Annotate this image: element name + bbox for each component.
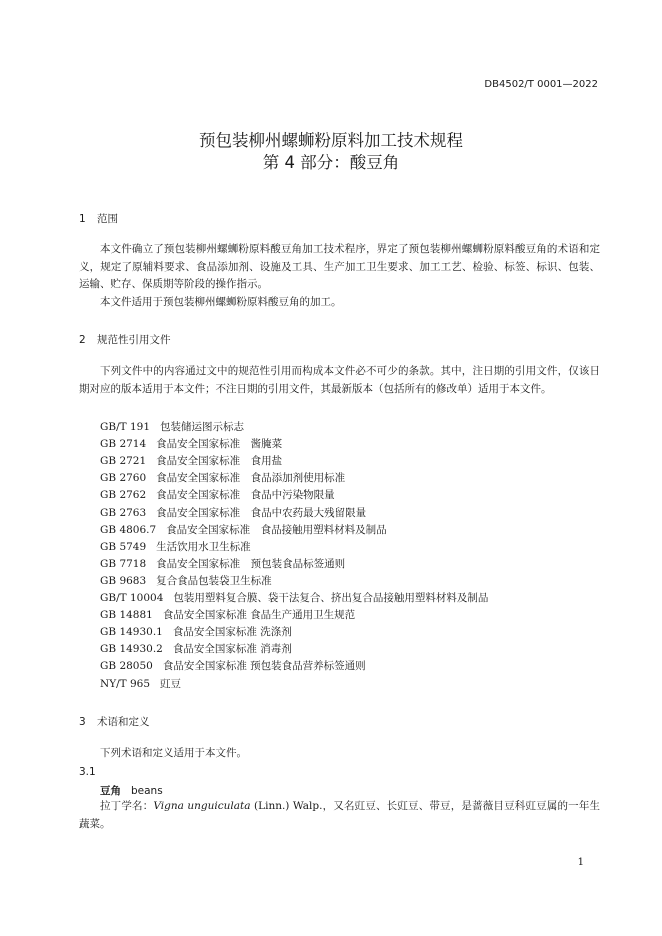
- reference-code: GB 7718: [100, 557, 147, 570]
- reference-item: [100, 590, 488, 605]
- section-1-paragraph-2: 本文件适用于预包装柳州螺蛳粉原料酸豆角的加工。: [100, 296, 342, 308]
- reference-title: 食品安全国家标准 食品中农药最大残留限量: [156, 506, 367, 519]
- reference-item: [100, 658, 366, 673]
- reference-item: [100, 676, 181, 691]
- reference-code: GB 4806.7: [100, 523, 157, 536]
- reference-code: GB 9683: [100, 574, 147, 587]
- reference-title: 生活饮用水卫生标准: [156, 540, 251, 553]
- reference-code: GB 14930.1: [100, 626, 163, 639]
- reference-item: [100, 641, 292, 656]
- reference-item: [100, 453, 282, 468]
- term-english: beans: [131, 785, 163, 797]
- reference-item: [100, 539, 251, 554]
- reference-title: 食品安全国家标准 酱腌菜: [156, 438, 283, 451]
- document-code: DB4502/T 0001—2022: [484, 79, 598, 90]
- document-subtitle: 第 4 部分：酸豆角: [262, 153, 400, 172]
- reference-code: GB/T 10004: [100, 592, 164, 604]
- reference-title: 食品安全国家标准 预包装食品营养标签通则: [162, 660, 366, 673]
- reference-code: GB 2762: [100, 489, 147, 502]
- reference-code: GB 2760: [100, 472, 147, 485]
- section-2-heading: [79, 332, 171, 347]
- reference-item: [100, 487, 335, 502]
- reference-item: [100, 470, 345, 485]
- section-1-heading: [79, 211, 118, 226]
- section-number: 1: [79, 213, 86, 225]
- latin-name: Vigna unguiculata: [153, 800, 251, 812]
- reference-title: 食品安全国家标准 食品生产通用卫生规范: [162, 609, 356, 622]
- reference-item: [100, 505, 366, 520]
- term-chinese: 豆角: [100, 785, 121, 797]
- reference-code: GB 28050: [100, 660, 153, 673]
- reference-item: [100, 573, 272, 588]
- reference-code: GB 5749: [100, 540, 147, 553]
- reference-title: 食品安全国家标准 食品接触用塑料材料及制品: [166, 523, 387, 536]
- section-title: 规范性引用文件: [97, 334, 171, 346]
- reference-item: [100, 436, 282, 451]
- section-1-paragraph-1: 本文件确立了预包装柳州螺蛳粉原料酸豆角加工技术程序，界定了预包装柳州螺蛳粉原料酸豆角的术语和定义，规定了原辅料要求、食品添加剂、设施及工具、生产加工卫生要求、加工工艺、检验、标签、标识、包装、运输、贮存、保质期等阶段的操作指示。: [79, 243, 600, 290]
- reference-code: NY/T 965: [100, 677, 151, 690]
- section-title: 范围: [97, 213, 118, 225]
- reference-code: GB 14930.2: [100, 643, 163, 656]
- reference-code: GB 2714: [100, 438, 147, 451]
- reference-title: 食品安全国家标准 消毒剂: [172, 643, 292, 656]
- reference-code: GB 2763: [100, 506, 147, 519]
- reference-title: 包装用塑料复合膜、袋干法复合、挤出复合品接触用塑料材料及制品: [173, 592, 489, 604]
- reference-item: [100, 419, 244, 434]
- reference-item: [100, 522, 387, 537]
- document-title: 预包装柳州螺蛳粉原料加工技术规程: [199, 131, 463, 150]
- section-title: 术语和定义: [97, 716, 150, 728]
- section-3-heading: [79, 714, 150, 729]
- reference-title: 复合食品包装袋卫生标准: [156, 574, 272, 587]
- term-heading: [100, 783, 163, 798]
- section-2-intro: 下列文件中的内容通过文中的规范性引用而构成本文件必不可少的条款。其中，注日期的引用文件，仅该日期对应的版本适用于本文件；不注日期的引用文件，其最新版本（包括所有的修改单）适用于本文件。: [79, 365, 600, 395]
- section-number: 3: [79, 716, 86, 728]
- definition-rest: (Linn.) Walp.，又名豇豆、长豇豆、带豆，是蔷薇目豆科豇豆属的一年生蔬菜。: [79, 800, 600, 830]
- term-number: 3.1: [79, 766, 96, 778]
- reference-title: 食品安全国家标准 食品中污染物限量: [156, 489, 335, 502]
- reference-code: GB 14881: [100, 609, 153, 622]
- reference-item: [100, 624, 292, 639]
- section-number: 2: [79, 334, 86, 346]
- reference-title: 包装储运图示标志: [160, 421, 245, 433]
- section-3-intro: 下列术语和定义适用于本文件。: [100, 747, 247, 759]
- reference-title: 食品安全国家标准 食用盐: [156, 455, 283, 468]
- reference-title: 豇豆: [160, 677, 182, 690]
- reference-item: [100, 556, 345, 571]
- reference-code: GB 2721: [100, 455, 147, 468]
- definition-prefix: 拉丁学名：: [100, 800, 154, 812]
- page-number: 1: [577, 857, 584, 868]
- reference-title: 食品安全国家标准 预包装食品标签通则: [156, 557, 346, 570]
- reference-title: 食品安全国家标准 洗涤剂: [172, 626, 292, 639]
- reference-item: [100, 607, 355, 622]
- term-definition: [79, 798, 600, 833]
- reference-code: GB/T 191: [100, 421, 151, 433]
- reference-title: 食品安全国家标准 食品添加剂使用标准: [156, 472, 346, 485]
